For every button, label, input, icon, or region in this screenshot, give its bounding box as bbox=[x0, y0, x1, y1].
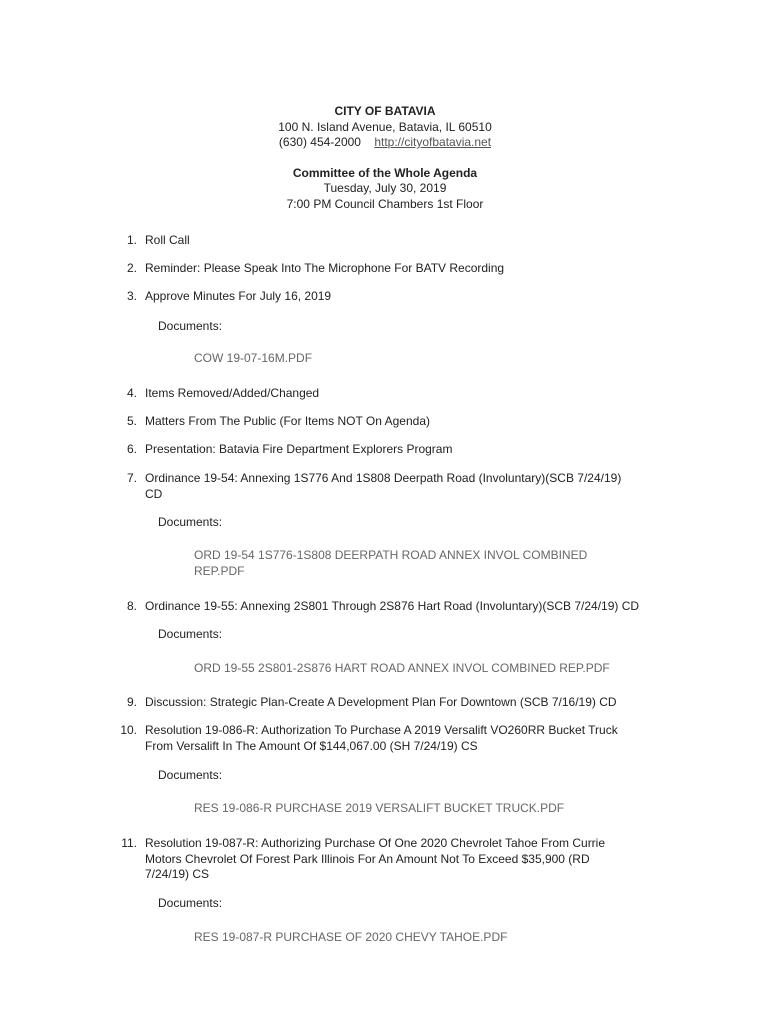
document-link[interactable]: ORD 19-55 2S801-2S876 HART ROAD ANNEX INVOL COMBINED REP.PDF bbox=[194, 661, 610, 675]
item-number: 10. bbox=[120, 723, 137, 737]
documents-label: Documents: bbox=[158, 627, 223, 641]
agenda-item-text: Motors Chevrolet Of Forest Park Illinois For An Amount Not To Exceed $35,900 (RD bbox=[145, 852, 590, 866]
documents-label: Documents: bbox=[158, 319, 223, 333]
document-link[interactable]: RES 19-086-R PURCHASE 2019 VERSALIFT BUCKET TRUCK.PDF bbox=[194, 801, 565, 815]
agenda-item-text: Presentation: Batavia Fire Department Explorers Program bbox=[145, 442, 453, 456]
item-number: 1. bbox=[126, 233, 137, 247]
document-link[interactable]: COW 19-07-16M.PDF bbox=[194, 351, 313, 365]
website-link[interactable]: http://cityofbatavia.net bbox=[374, 135, 492, 149]
agenda-item-text: Roll Call bbox=[145, 233, 190, 247]
agenda-item-text: Items Removed/Added/Changed bbox=[145, 386, 320, 400]
documents-label: Documents: bbox=[158, 768, 223, 782]
item-number: 4. bbox=[126, 386, 137, 400]
agenda-item-text: 7/24/19) CS bbox=[145, 867, 210, 881]
item-number: 5. bbox=[126, 414, 137, 428]
agenda-item-text: Ordinance 19-54: Annexing 1S776 And 1S808 Deerpath Road (Involuntary)(SCB 7/24/19) bbox=[145, 471, 622, 485]
item-number: 2. bbox=[126, 261, 137, 275]
agenda-item-text: Resolution 19-087-R: Authorizing Purchase Of One 2020 Chevrolet Tahoe From Currie bbox=[145, 836, 606, 850]
item-number: 8. bbox=[126, 599, 137, 613]
documents-label: Documents: bbox=[158, 515, 223, 529]
address: 100 N. Island Avenue, Batavia, IL 60510 bbox=[278, 119, 492, 134]
agenda-item-text: CD bbox=[145, 487, 163, 501]
agenda-header bbox=[0, 104, 770, 212]
item-number: 3. bbox=[126, 289, 137, 303]
document-link[interactable]: REP.PDF bbox=[194, 564, 245, 578]
org-name: CITY OF BATAVIA bbox=[334, 104, 436, 118]
agenda-item-text: Approve Minutes For July 16, 2019 bbox=[145, 289, 332, 303]
agenda-item-text: Discussion: Strategic Plan-Create A Development Plan For Downtown (SCB 7/16/19) CD bbox=[145, 695, 617, 709]
agenda-item-text: Resolution 19-086-R: Authorization To Purchase A 2019 Versalift VO260RR Bucket Truck bbox=[145, 723, 618, 737]
agenda-item-text: Reminder: Please Speak Into The Microphone For BATV Recording bbox=[145, 261, 505, 275]
item-number: 7. bbox=[126, 471, 137, 485]
item-number: 6. bbox=[126, 442, 137, 456]
document-link[interactable]: ORD 19-54 1S776-1S808 DEERPATH ROAD ANNEX INVOL COMBINED bbox=[194, 548, 588, 562]
document-link[interactable]: RES 19-087-R PURCHASE OF 2020 CHEVY TAHOE.PDF bbox=[194, 930, 508, 944]
phone: (630) 454-2000 bbox=[278, 135, 361, 149]
agenda-item-text: Matters From The Public (For Items NOT On Agenda) bbox=[145, 414, 430, 428]
meeting-date: Tuesday, July 30, 2019 bbox=[323, 181, 447, 195]
meeting-time-location: 7:00 PM Council Chambers 1st Floor bbox=[286, 196, 484, 211]
agenda-item-text: Ordinance 19-55: Annexing 2S801 Through 2S876 Hart Road (Involuntary)(SCB 7/24/19) CD bbox=[145, 599, 640, 613]
agenda-item-text: From Versalift In The Amount Of $144,067.00 (SH 7/24/19) CS bbox=[145, 739, 478, 753]
agenda-title: Committee of the Whole Agenda bbox=[292, 165, 478, 180]
contact-line bbox=[0, 135, 770, 151]
item-number: 11. bbox=[121, 836, 137, 850]
item-number: 9. bbox=[126, 695, 137, 709]
documents-label: Documents: bbox=[158, 896, 223, 910]
